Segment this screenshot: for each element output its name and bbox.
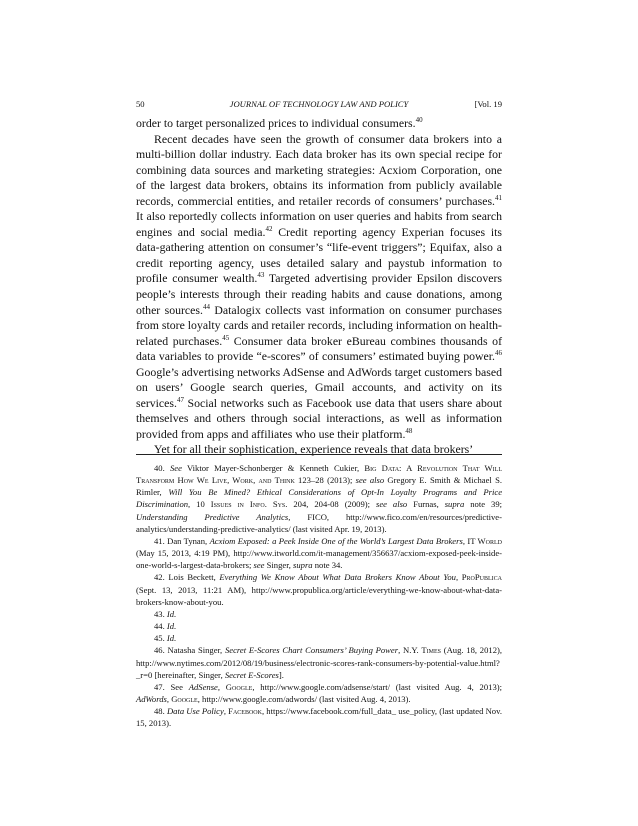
article-title: Everything We Know About What Data Brokers Know About You	[219, 572, 456, 583]
publication-name: ProPublica	[461, 572, 502, 583]
citation-text: ,	[217, 681, 226, 692]
footnote-41	[136, 535, 502, 571]
footnote-number: 45.	[154, 633, 165, 644]
citation-text: ,	[455, 572, 462, 583]
footnote-ref-43[interactable]: 43	[257, 271, 265, 280]
footnote-number: 44.	[154, 621, 165, 632]
book-title: Big Data: A Revolution That Will Transform How We Live, Work, and Think	[136, 463, 502, 486]
article-title: Will You Be Mined? Ethical Considerations of Opt-In Loyalty Programs and Price Discrimination	[136, 487, 503, 510]
footnote-ref-46[interactable]: 46	[495, 349, 502, 358]
citation-text: , http://www.google.com/adwords/ (last visited Aug. 4, 2013).	[197, 693, 411, 704]
signal: Id.	[166, 621, 177, 632]
sentence: Consumer data broker eBureau combines thousands of data variables to provide “e-scores” of consumers’ estimated buying power.	[136, 333, 502, 364]
citation-text: Furnas,	[407, 499, 445, 510]
article-title: AdWords	[136, 693, 167, 704]
paragraph-continued	[136, 116, 502, 132]
sentence: Yet for all their sophistication, experience reveals that data brokers’	[154, 442, 474, 457]
journal-name: Issues in Info. Sys.	[210, 499, 288, 510]
citation-text: , 10	[188, 499, 211, 510]
citation-text: Natasha Singer,	[164, 645, 225, 656]
citation-text: , N.Y.	[398, 645, 422, 656]
sentence: Credit reporting agency Experian focuses its data-gathering attention on consumer’s “life-event triggers”; Equifax, also a credit reporting agency, uses detailed salary and paystub information to profile consumer wealth.	[136, 224, 502, 286]
footnote-ref-41[interactable]: 41	[495, 193, 502, 202]
signal: see	[253, 560, 265, 571]
footnote-ref-47[interactable]: 47	[176, 395, 184, 404]
footnote-45	[136, 632, 502, 644]
citation-text: note 39;	[464, 499, 502, 510]
short-title: Secret E-Scores	[224, 669, 279, 680]
footnote-ref-40[interactable]: 40	[415, 116, 423, 124]
signal: Id.	[166, 608, 177, 619]
signal: see also	[355, 475, 385, 486]
citation-text: Lois Beckett,	[164, 572, 220, 583]
footnote-43	[136, 608, 502, 620]
citation-text: ,	[166, 693, 172, 704]
footnote-number: 43.	[154, 608, 165, 619]
journal-title: JOURNAL OF TECHNOLOGY LAW AND POLICY	[229, 99, 409, 109]
page-number: 50	[136, 99, 145, 109]
footnote-number: 40.	[154, 463, 165, 473]
footnotes	[136, 462, 502, 729]
footnote-number: 48.	[154, 706, 165, 717]
citation-text: note 34.	[312, 560, 343, 571]
footnote-ref-45[interactable]: 45	[222, 333, 230, 342]
citation-text: (May 15, 2013, 4:19 PM), http://www.itworld.com/it-management/356637/acxiom-exposed-peek-inside-one-world-s-largest-data-brokers;	[136, 548, 502, 571]
publication-name: Google	[225, 681, 253, 692]
article-title: AdSense	[188, 681, 218, 692]
sentence: It also reportedly collects information on user queries and habits from search engines and social media.	[136, 209, 502, 239]
citation-text: See	[164, 681, 189, 692]
footnote-ref-42[interactable]: 42	[265, 224, 273, 233]
citation-text: ,	[462, 535, 468, 546]
volume-label: [Vol. 19	[474, 99, 502, 109]
signal: See	[169, 463, 182, 473]
publication-name: Times	[421, 645, 441, 656]
sentence: Google’s advertising networks AdSense and AdWords target customers based on users’ Google search queries, Gmail accounts, and activity on its services.	[136, 364, 502, 410]
article-title: Acxiom Exposed: a Peek Inside One of the World’s Largest Data Brokers	[209, 535, 463, 546]
footnote-separator	[136, 454, 502, 455]
citation-text: 123–28 (2013);	[294, 475, 356, 486]
signal: Id.	[166, 633, 177, 644]
citation-text: Gregory E. Smith & Michael S. Rimler,	[136, 475, 502, 498]
article-title: Secret E-Scores Chart Consumers’ Buying Power	[224, 645, 399, 656]
footnote-number: 47.	[154, 681, 165, 692]
publication-name: IT World	[467, 535, 502, 546]
sentence: Recent decades have seen the growth of consumer data brokers into a multi-billion dollar industry. Each data broker has its own special recipe for combining data sources and marketing strategies: Acxiom Corporation, one of the largest data brokers, obtains its information from publicly available records, commercial entities, and retailer records of consumers’ purchases.	[136, 131, 502, 208]
paragraph-data-brokers	[136, 132, 502, 443]
sentence: Social networks such as Facebook use data that users share about themselves and others through social interactions, as well as information provided from apps and affiliates who use their platform.	[136, 395, 502, 441]
footnote-44	[136, 620, 502, 632]
footnote-40	[136, 462, 502, 535]
citation-text: (Aug. 18, 2012), http://www.nytimes.com/2012/08/19/business/electronic-scores-rank-consumers-by-potential-value.html?_r=0 [hereinafter, Singer,	[136, 645, 502, 680]
sentence: Targeted advertising provider Epsilon discovers people’s interests through their reading habits and cause donations, among other sources.	[136, 271, 502, 317]
footnote-42	[136, 571, 502, 607]
signal: supra	[293, 560, 313, 571]
article-title: Understanding Predictive Analytics	[136, 511, 289, 522]
citation-text: , https://www.facebook.com/full_data_ use_policy, (last updated Nov. 15, 2013).	[136, 706, 502, 729]
sentence: Datalogix collects vast information on consumer purchases from store loyalty cards and retailer records, including information on health-related purchases.	[136, 302, 502, 348]
footnote-number: 41.	[154, 535, 165, 546]
citation-text: (Sept. 13, 2013, 11:21 AM), http://www.propublica.org/article/everything-we-know-about-what-data-brokers-know-about-you.	[136, 584, 502, 607]
footnote-47	[136, 681, 502, 705]
footnote-ref-44[interactable]: 44	[202, 302, 210, 311]
citation-text: , FICO, http://www.fico.com/en/resources/predictive-analytics/understanding-predictive-analytics/ (last visited Apr. 19, 2013).	[136, 511, 502, 534]
citation-text: ,	[223, 706, 229, 717]
running-header	[136, 97, 502, 111]
footnote-ref-48[interactable]: 48	[405, 426, 413, 435]
signal: see also	[375, 499, 408, 510]
publication-name: Google	[171, 693, 198, 704]
footnote-number: 42.	[154, 572, 165, 583]
citation-text: ].	[278, 669, 284, 680]
citation-text: , http://www.google.com/adsense/start/ (last visited Aug. 4, 2013);	[252, 681, 502, 692]
footnote-46	[136, 644, 502, 680]
citation-text: 204, 204-08 (2009);	[287, 499, 376, 510]
paragraph-next	[136, 442, 502, 458]
publication-name: Facebook	[228, 706, 262, 717]
signal: supra	[444, 499, 465, 510]
footnote-number: 46.	[154, 645, 165, 656]
main-text	[136, 116, 502, 458]
sentence: order to target personalized prices to individual consumers.	[136, 116, 416, 130]
citation-text: Viktor Mayer-Schonberger & Kenneth Cukier,	[181, 463, 365, 473]
citation-text: Dan Tynan,	[164, 535, 210, 546]
footnote-48	[136, 705, 502, 729]
article-title: Data Use Policy	[166, 706, 224, 717]
citation-text: Singer,	[264, 560, 294, 571]
